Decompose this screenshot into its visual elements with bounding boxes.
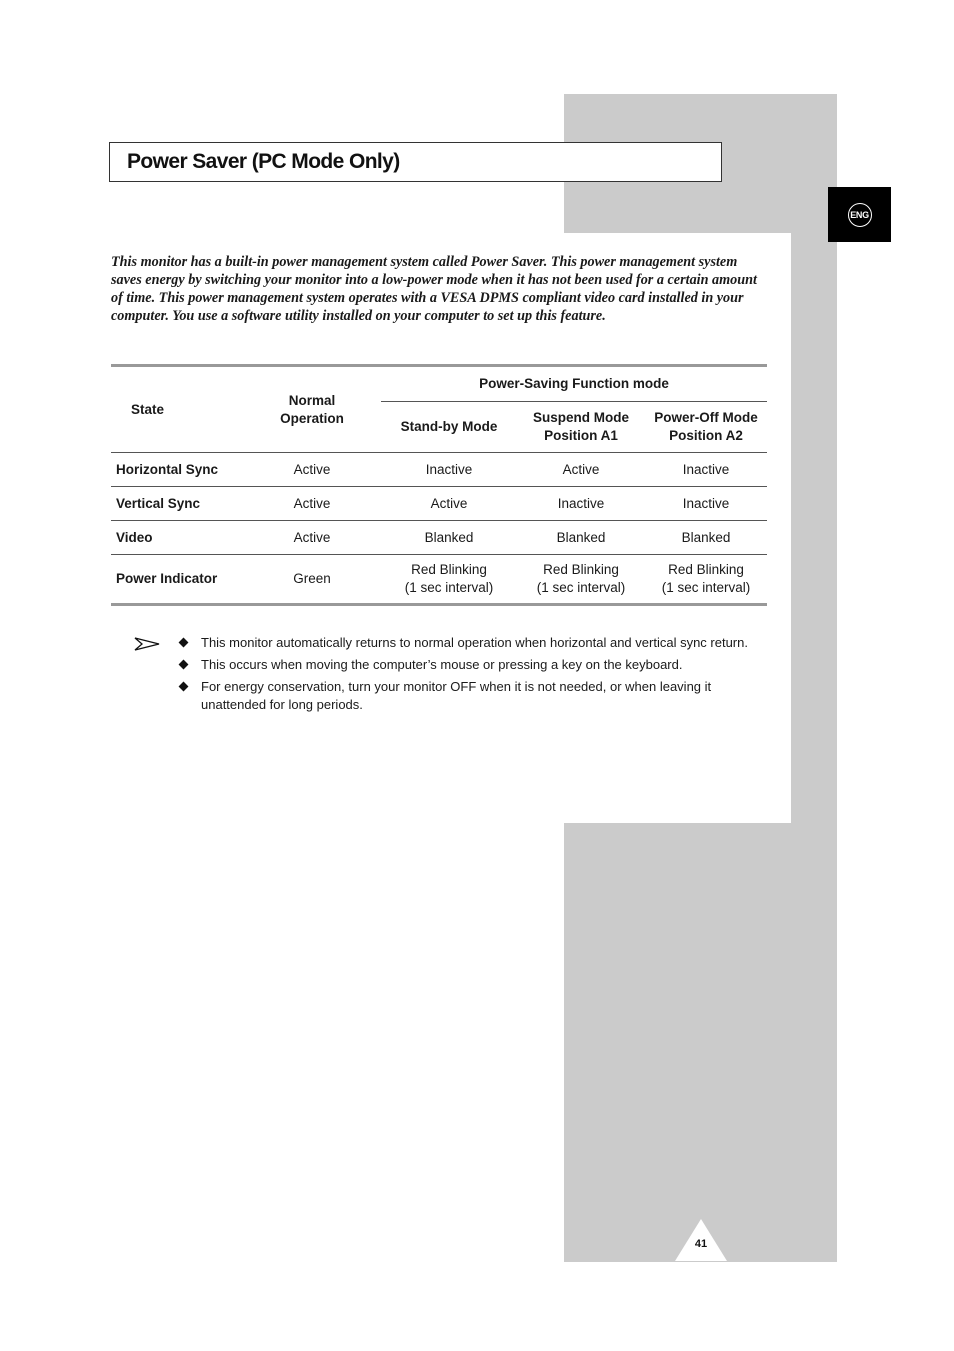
- table-row: [111, 521, 767, 555]
- cell-standby: Blanked: [381, 521, 517, 555]
- row-label: Vertical Sync: [111, 487, 243, 521]
- cell-normal: Active: [243, 453, 381, 487]
- power-saver-table: [111, 364, 767, 606]
- cell-standby: Inactive: [381, 453, 517, 487]
- cell-normal: Active: [243, 521, 381, 555]
- cell-standby: Active: [381, 487, 517, 521]
- list-item: [179, 678, 774, 714]
- cell-suspend: Active: [517, 453, 645, 487]
- notes-list: [134, 634, 774, 714]
- cell-suspend: Inactive: [517, 487, 645, 521]
- diamond-bullet-icon: [179, 682, 189, 692]
- cell-poweroff: [645, 555, 767, 605]
- cell-suspend-line2: (1 sec interval): [536, 580, 626, 595]
- header-suspend: [517, 402, 645, 453]
- cell-poweroff-line1: Red Blinking: [668, 562, 744, 577]
- list-item: [179, 634, 774, 652]
- intro-paragraph: This monitor has a built-in power management system called Power Saver. This power management system saves energy by switching your monitor into a low-power mode when it has not been used for a certain amount of time. This power management system operates with a VESA DPMS compliant video card installed in your computer. You use a software utility installed on your computer to set up this feature.: [111, 254, 757, 324]
- header-suspend-line2: Position A1: [544, 428, 618, 443]
- header-poweroff-line2: Position A2: [669, 428, 743, 443]
- row-label: Power Indicator: [111, 555, 243, 605]
- header-state: State: [131, 401, 165, 417]
- notes-section: [134, 634, 774, 718]
- table-row: [111, 453, 767, 487]
- header-power-saving-function: Power-Saving Function mode: [381, 366, 767, 402]
- cell-normal: Green: [243, 555, 381, 605]
- row-label: Horizontal Sync: [111, 453, 243, 487]
- diamond-bullet-icon: [179, 638, 189, 648]
- cell-normal: Active: [243, 487, 381, 521]
- arrow-icon: [134, 637, 160, 651]
- header-poweroff: [645, 402, 767, 453]
- header-standby: Stand-by Mode: [400, 419, 498, 434]
- header-normal-operation: [243, 366, 381, 453]
- diamond-bullet-icon: [179, 660, 189, 670]
- cell-suspend: Blanked: [517, 521, 645, 555]
- cell-standby-line2: (1 sec interval): [404, 580, 494, 595]
- table-row: [111, 555, 767, 605]
- gray-band-right: [791, 233, 837, 823]
- cell-poweroff-line2: (1 sec interval): [661, 580, 751, 595]
- gray-band-bottom: [564, 823, 837, 1262]
- table-row: [111, 487, 767, 521]
- note-text: For energy conservation, turn your monitor OFF when it is not needed, or when leaving it unattended for long periods.: [201, 679, 712, 712]
- cell-standby-line1: Red Blinking: [411, 562, 487, 577]
- header-normal-line1: Normal: [288, 392, 336, 408]
- list-item: [179, 656, 774, 674]
- cell-poweroff: Inactive: [645, 453, 767, 487]
- page-title: Power Saver (PC Mode Only): [127, 150, 400, 173]
- header-normal-line2: Operation: [280, 410, 344, 426]
- cell-suspend: [517, 555, 645, 605]
- language-tab[interactable]: [828, 187, 891, 242]
- cell-standby: [381, 555, 517, 605]
- page-number: 41: [694, 1238, 708, 1250]
- cell-suspend-line1: Red Blinking: [543, 562, 619, 577]
- header-suspend-line1: Suspend Mode: [532, 410, 629, 425]
- table-header-row-1: [111, 366, 767, 402]
- cell-poweroff: Inactive: [645, 487, 767, 521]
- row-label: Video: [111, 521, 243, 555]
- note-text: This monitor automatically returns to normal operation when horizontal and vertical sync return.: [201, 635, 748, 650]
- note-text: This occurs when moving the computer’s mouse or pressing a key on the keyboard.: [201, 657, 683, 672]
- language-tab-label: ENG: [848, 203, 872, 227]
- header-poweroff-line1: Power-Off Mode: [654, 410, 758, 425]
- cell-poweroff: Blanked: [645, 521, 767, 555]
- title-box: [109, 142, 722, 182]
